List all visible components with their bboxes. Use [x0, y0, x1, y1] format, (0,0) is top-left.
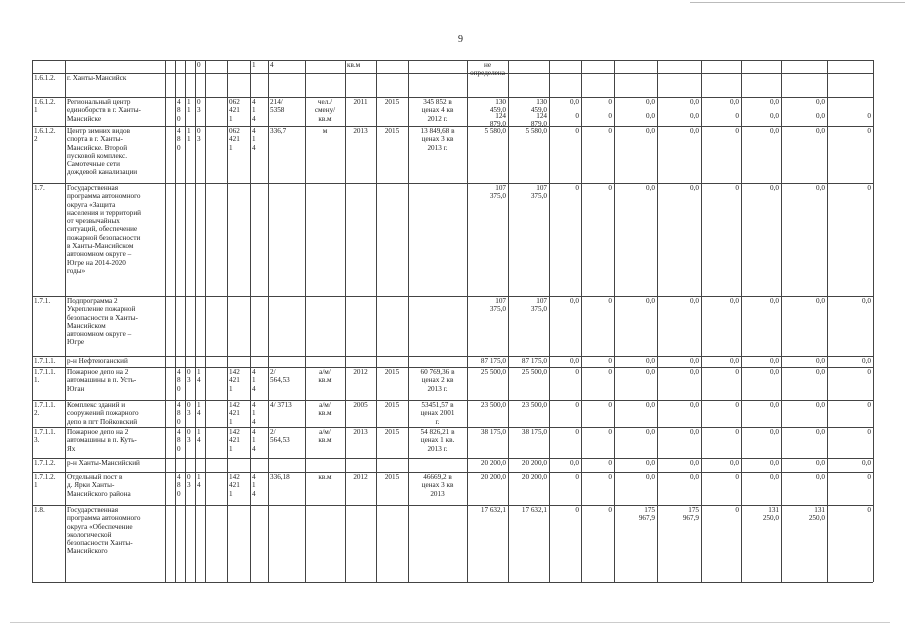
cell-c23: 0,0 [816, 127, 825, 135]
column-rule [549, 60, 550, 582]
cell-c6: 1 4 [197, 368, 201, 385]
row-name: Государственная программа автономного округа «Защита населения и территорий от чрезвычайных ситуаций, обеспечение пожарной безопасности в Ханты-Мансийском автономном округе – Югре на 2014-2020 годы» [67, 184, 142, 275]
column-rule [614, 60, 615, 582]
cell-c9: 4 1 4 [252, 127, 256, 152]
cell-c20: 0,0 [690, 184, 699, 192]
cell-second-r2_17: 0 [575, 112, 579, 120]
header-cell-c10: 4 [270, 61, 274, 69]
column-rule [408, 60, 409, 582]
row-name: Пожарное депо на 2 автомашины в п. Куть- Ях [67, 428, 137, 453]
cell-c21: 0 [735, 506, 739, 514]
cell-c20: 0,0 [690, 297, 699, 305]
cell-c20: 0,0 [690, 473, 699, 481]
cell-c15: 107 375,0 [489, 184, 506, 201]
column-rule [227, 60, 228, 582]
row-code: 1.7.1.2. 1 [34, 473, 56, 490]
cell-c23: 0,0 [816, 473, 825, 481]
cell-c9: 4 1 4 [252, 98, 256, 123]
cell-c20: 175 967,9 [682, 506, 699, 523]
cell-second-r2_16: 124 879,0 [530, 112, 547, 129]
cell-c12: 2013 [353, 127, 368, 135]
column-rule [165, 60, 166, 582]
cell-c21: 0 [735, 184, 739, 192]
cell-c10: 214/ 5358 [270, 98, 285, 115]
cell-second-r2_22: 0,0 [770, 112, 779, 120]
cell-second-r2_24: 0 [867, 112, 871, 120]
cell-c12: 2012 [353, 368, 368, 376]
cell-c5: 0 3 [187, 473, 191, 490]
cell-c22: 0,0 [770, 297, 779, 305]
row-name: Отдельный пост в д. Ярки Ханты- Мансийского района [67, 473, 131, 498]
cell-c17: 0 [575, 368, 579, 376]
cell-c16: 5 580,0 [525, 127, 547, 135]
row-name: Центр зимних видов спорта в г. Ханты- Мансийске. Второй пусковой комплекс. Самотечные сети дождевой канализации [67, 127, 138, 177]
cell-c19: 0,0 [646, 127, 655, 135]
cell-c11: кв.м [318, 473, 332, 481]
cell-c24: 0,0 [862, 297, 871, 305]
cell-c24: 0 [867, 127, 871, 135]
cell-c19: 0,0 [646, 473, 655, 481]
cell-c20: 0,0 [690, 428, 699, 436]
cell-c6: 0 3 [197, 98, 201, 115]
column-rule [741, 60, 742, 582]
cell-c10: 336,18 [270, 473, 290, 481]
row-rule [32, 60, 873, 61]
row-code: 1.7.1.1. 1. [34, 368, 56, 385]
cell-c22: 0,0 [770, 401, 779, 409]
column-rule [195, 60, 196, 582]
column-rule [250, 60, 251, 582]
cell-c20: 0,0 [690, 127, 699, 135]
cell-c16: 130 459,0 [530, 98, 547, 115]
cell-c19: 175 967,9 [638, 506, 655, 523]
cell-c11: м [322, 127, 328, 135]
cell-c21: 0,0 [730, 98, 739, 106]
cell-c14: 13 849,68 в ценах 3 кв 2013 г. [420, 127, 455, 152]
cell-c13: 2015 [384, 401, 400, 409]
cell-c22: 131 250,0 [762, 506, 779, 523]
cell-c12: 2013 [353, 428, 368, 436]
cell-c14: 46669,2 в ценах 3 кв 2013 [421, 473, 454, 498]
cell-c16: 20 200,0 [521, 473, 547, 481]
cell-c19: 0,0 [646, 98, 655, 106]
row-name: Подпрограмма 2 Укрепление пожарной безопасности в Ханты- Мансийском автономном округе – Югре [67, 297, 138, 347]
cell-c16: 107 375,0 [530, 184, 547, 201]
cell-c17: 0,0 [570, 459, 579, 467]
cell-c14: 345 852 в ценах 4 кв 2012 г. [421, 98, 454, 123]
cell-c16: 23 500,0 [521, 401, 547, 409]
row-code: 1.6.1.2. [34, 74, 56, 82]
cell-c15: 5 580,0 [484, 127, 506, 135]
cell-c4: 4 8 0 [177, 428, 181, 453]
cell-c16: 107 375,0 [530, 297, 547, 314]
column-rule [185, 60, 186, 582]
column-rule [657, 60, 658, 582]
cell-c19: 0,0 [646, 297, 655, 305]
cell-c12: 2011 [353, 98, 368, 106]
cell-c10: 2/ 564,53 [270, 368, 290, 385]
cell-c22: 0,0 [770, 473, 779, 481]
scan-edge-bottom [10, 622, 890, 623]
cell-c8: 142 421 1 [229, 473, 240, 498]
cell-c18: 0 [608, 184, 612, 192]
column-rule [345, 60, 346, 582]
cell-c22: 0,0 [770, 184, 779, 192]
cell-c16: 87 175,0 [521, 357, 547, 365]
cell-c8: 142 421 1 [229, 401, 240, 426]
cell-c24: 0,0 [862, 459, 871, 467]
cell-c23: 0,0 [816, 459, 825, 467]
cell-c17: 0 [575, 506, 579, 514]
cell-c6: 1 4 [197, 428, 201, 445]
cell-c23: 0,0 [816, 98, 825, 106]
cell-c21: 0 [735, 428, 739, 436]
cell-c20: 0,0 [690, 357, 699, 365]
cell-c21: 0 [735, 401, 739, 409]
row-code: 1.6.1.2. 1 [34, 98, 56, 115]
cell-c15: 38 175,0 [480, 428, 506, 436]
cell-c18: 0 [608, 297, 612, 305]
cell-c17: 0 [575, 473, 579, 481]
cell-c17: 0 [575, 428, 579, 436]
cell-c13: 2015 [384, 428, 400, 436]
cell-c12: 2012 [353, 473, 368, 481]
cell-c21: 0 [735, 473, 739, 481]
cell-c15: 17 632,1 [480, 506, 506, 514]
cell-c22: 0,0 [770, 368, 779, 376]
cell-c22: 0,0 [770, 98, 779, 106]
cell-c6: 1 4 [197, 473, 201, 490]
cell-c23: 0,0 [816, 368, 825, 376]
cell-second-r2_19: 0,0 [646, 112, 655, 120]
row-code: 1.7.1.1. 2. [34, 401, 56, 418]
column-rule [508, 60, 509, 582]
cell-c20: 0,0 [690, 98, 699, 106]
cell-c4: 4 8 0 [177, 401, 181, 426]
cell-c17: 0 [575, 127, 579, 135]
cell-second-r2_23: 0,0 [816, 112, 825, 120]
cell-c18: 0 [608, 98, 612, 106]
cell-c15: 130 459,0 [489, 98, 506, 115]
column-rule [581, 60, 582, 582]
cell-c18: 0 [608, 473, 612, 481]
cell-c24: 0,0 [862, 357, 871, 365]
cell-c19: 0,0 [646, 184, 655, 192]
cell-c23: 0,0 [816, 184, 825, 192]
cell-c13: 2015 [384, 127, 400, 135]
header-cell-c6: 0 [197, 61, 201, 69]
cell-c4: 4 8 0 [177, 368, 181, 393]
cell-c24: 0 [867, 184, 871, 192]
row-rule [32, 582, 873, 583]
cell-c18: 0 [608, 459, 612, 467]
cell-second-r2_15: 124 879,0 [489, 112, 506, 129]
column-rule [205, 60, 206, 582]
row-code: 1.6.1.2. 2 [34, 127, 56, 144]
cell-c8: 062 421 1 [229, 127, 240, 152]
row-code: 1.7.1. [34, 297, 51, 305]
cell-c24: 0 [867, 368, 871, 376]
cell-c13: 2015 [384, 368, 400, 376]
cell-c11: а/м/ кв.м [318, 401, 332, 418]
row-name: Комплекс зданий и сооружений пожарного депо в пгт Пойковский [67, 401, 139, 426]
cell-c15: 107 375,0 [489, 297, 506, 314]
cell-c9: 4 1 4 [252, 401, 256, 426]
cell-c4: 4 8 0 [177, 127, 181, 152]
cell-c8: 062 421 1 [229, 98, 240, 123]
column-rule [376, 60, 377, 582]
cell-second-r2_21: 0 [735, 112, 739, 120]
row-name: р-н Нефтеюганский [67, 357, 128, 365]
cell-c17: 0 [575, 401, 579, 409]
column-rule [175, 60, 176, 582]
cell-c13: 2015 [384, 98, 400, 106]
cell-c18: 0 [608, 401, 612, 409]
cell-c22: 0,0 [770, 357, 779, 365]
cell-c15: 20 200,0 [480, 473, 506, 481]
row-code: 1.7.1.2. [34, 459, 56, 467]
row-code: 1.8. [34, 506, 45, 514]
cell-c18: 0 [608, 428, 612, 436]
cell-c15: 20 200,0 [480, 459, 506, 467]
row-code: 1.7.1.1. [34, 357, 56, 365]
row-code: 1.7.1.1. 3. [34, 428, 56, 445]
cell-c23: 0,0 [816, 357, 825, 365]
column-rule [305, 60, 306, 582]
cell-c12: 2005 [353, 401, 368, 409]
row-name: Пожарное депо на 2 автомашины в п. Усть- Юган [67, 368, 137, 393]
cell-c11: а/м/ кв.м [318, 428, 332, 445]
cell-c23: 0,0 [816, 428, 825, 436]
cell-c21: 0,0 [730, 459, 739, 467]
cell-c8: 142 421 1 [229, 428, 240, 453]
cell-c22: 0,0 [770, 459, 779, 467]
column-rule [32, 60, 33, 582]
cell-c22: 0,0 [770, 127, 779, 135]
cell-c18: 0 [608, 368, 612, 376]
cell-c17: 0 [575, 184, 579, 192]
cell-c19: 0,0 [646, 357, 655, 365]
cell-c19: 0,0 [646, 428, 655, 436]
cell-c22: 0,0 [770, 428, 779, 436]
cell-c15: 23 500,0 [480, 401, 506, 409]
column-rule [873, 60, 874, 582]
cell-c17: 0,0 [570, 297, 579, 305]
cell-c15: 25 500,0 [480, 368, 506, 376]
cell-c14: 54 826,21 в ценах 1 кв. 2013 г. [420, 428, 455, 453]
column-rule [268, 60, 269, 582]
cell-c24: 0 [867, 473, 871, 481]
cell-c6: 1 4 [197, 401, 201, 418]
cell-c21: 0,0 [730, 357, 739, 365]
cell-c21: 0 [735, 368, 739, 376]
cell-c21: 0,0 [730, 297, 739, 305]
cell-c20: 0,0 [690, 368, 699, 376]
column-rule [467, 60, 468, 582]
cell-c14: 60 769,36 в ценах 2 кв 2013 г. [420, 368, 455, 393]
cell-c16: 20 200,0 [521, 459, 547, 467]
cell-c11: а/м/ кв.м [318, 368, 332, 385]
cell-c9: 4 1 4 [252, 428, 256, 453]
cell-c10: 2/ 564,53 [270, 428, 290, 445]
header-cell-c15: не определена [470, 61, 505, 78]
row-name: Государственная программа автономного округа «Обеспечение экологической безопасности Ханты- Мансийского [67, 506, 141, 556]
row-name: Региональный центр единоборств в г. Ханты- Мансийске [67, 98, 141, 123]
cell-second-r2_20: 0,0 [690, 112, 699, 120]
page-number: 9 [458, 34, 463, 45]
cell-c9: 4 1 4 [252, 473, 256, 498]
cell-c24: 0 [867, 428, 871, 436]
row-name: г. Ханты-Мансийск [67, 74, 127, 82]
column-rule [65, 60, 66, 582]
column-rule [701, 60, 702, 582]
cell-c20: 0,0 [690, 401, 699, 409]
cell-c16: 25 500,0 [521, 368, 547, 376]
cell-c13: 2015 [384, 473, 400, 481]
cell-c10: 336,7 [270, 127, 287, 135]
cell-c19: 0,0 [646, 459, 655, 467]
cell-c24: 0 [867, 401, 871, 409]
cell-c19: 0,0 [646, 401, 655, 409]
header-cell-c12: кв.м [347, 61, 361, 69]
cell-c24: 0 [867, 506, 871, 514]
cell-c9: 4 1 4 [252, 368, 256, 393]
cell-c23: 131 250,0 [808, 506, 825, 523]
header-cell-c9: 1 [252, 61, 256, 69]
cell-c17: 0,0 [570, 98, 579, 106]
cell-c14: 53451,57 в ценах 2001 г. [420, 401, 455, 426]
cell-c5: 0 3 [187, 368, 191, 385]
cell-c10: 4/ 3713 [270, 401, 292, 409]
cell-c5: 1 1 [187, 98, 191, 115]
cell-c18: 0 [608, 357, 612, 365]
cell-c15: 87 175,0 [480, 357, 506, 365]
scan-edge-top [690, 2, 905, 3]
cell-c11: чел./ смену/ кв.м [314, 98, 336, 123]
cell-c8: 142 421 1 [229, 368, 240, 393]
cell-c4: 4 8 0 [177, 98, 181, 123]
cell-c20: 0,0 [690, 459, 699, 467]
cell-c21: 0 [735, 127, 739, 135]
cell-c19: 0,0 [646, 368, 655, 376]
cell-c4: 4 8 0 [177, 473, 181, 498]
cell-c5: 0 3 [187, 428, 191, 445]
cell-c16: 38 175,0 [521, 428, 547, 436]
column-rule [781, 60, 782, 582]
cell-c18: 0 [608, 127, 612, 135]
row-name: р-н Ханты-Мансийский [67, 459, 140, 467]
cell-second-r2_18: 0 [608, 112, 612, 120]
cell-c18: 0 [608, 506, 612, 514]
cell-c5: 0 3 [187, 401, 191, 418]
row-code: 1.7. [34, 184, 45, 192]
cell-c16: 17 632,1 [521, 506, 547, 514]
cell-c23: 0,0 [816, 297, 825, 305]
cell-c5: 1 1 [187, 127, 191, 144]
cell-c23: 0,0 [816, 401, 825, 409]
column-rule [827, 60, 828, 582]
cell-c17: 0,0 [570, 357, 579, 365]
cell-c6: 0 3 [197, 127, 201, 144]
